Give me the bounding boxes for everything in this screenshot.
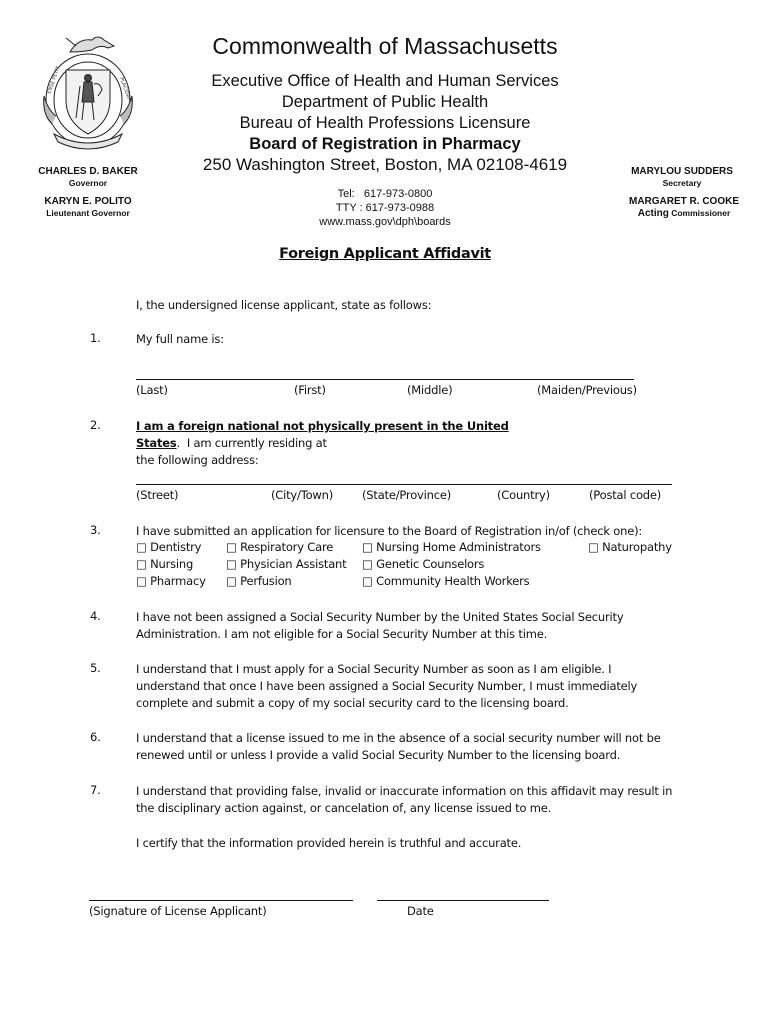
checkbox-perfusion[interactable]: □ Perfusion [226,574,292,588]
item2-text-line2: the following address: [136,453,259,467]
tty-label: TTY : 617-973-0988 [335,202,435,214]
date-label: Date [407,904,434,918]
item-number: 6. [90,730,101,744]
page-title: Commonwealth of Massachusetts [212,33,558,59]
document-title: Foreign Applicant Affidavit [279,246,491,262]
signature-label: (Signature of License Applicant) [89,904,267,918]
item6-line1: I understand that a license issued to me in the absence of a social security number will not be [136,731,661,745]
commissioner-name: MARGARET R. COOKE [629,196,739,207]
country-label: (Country) [497,488,550,502]
item4-line1: I have not been assigned a Social Security Number by the United States Social Security [136,610,624,624]
item6-line2: renewed until or unless I provide a valid Social Security Number to the licensing board. [136,748,621,762]
city-label: (City/Town) [271,488,333,502]
full-name-field[interactable] [136,378,634,380]
item2-text-line1: . I am currently residing at [176,436,327,450]
governor-title: Governor [68,178,108,188]
secretary-title: Secretary [662,178,702,188]
checkbox-pharmacy[interactable]: □ Pharmacy [136,574,206,588]
maiden-name-label: (Maiden/Previous) [537,383,637,397]
postal-code-label: (Postal code) [589,488,662,502]
item5-line2: understand that once I have been assigned a Social Security Number, I must immediately [136,679,638,693]
last-name-label: (Last) [136,383,168,397]
item7-line2: the disciplinary action against, or cancelation of, any license issued to me. [136,801,552,815]
board-label: Board of Registration in Pharmacy [249,135,521,153]
item5-line1: I understand that I must apply for a Social Security Number as soon as I am eligible. I [136,662,612,676]
street-label: (Street) [136,488,179,502]
item-number: 5. [90,661,101,675]
item2-text [136,418,696,469]
checkbox-dentistry[interactable]: □ Dentistry [136,540,202,554]
svg-text:PLACIDAM: PLACIDAM [118,76,133,103]
svg-text:ENSE PETIT: ENSE PETIT [46,65,62,95]
item4-line2: Administration. I am not eligible for a Social Security Number at this time. [136,627,548,641]
item6-text [136,730,696,764]
item-number: 7. [90,783,101,797]
website-link[interactable]: www.mass.gov\dph\boards [319,216,451,228]
checkbox-respiratory-care[interactable]: □ Respiratory Care [226,540,334,554]
intro-text: I, the undersigned license applicant, state as follows: [136,298,432,312]
signature-field[interactable] [89,899,353,901]
checkbox-naturopathy[interactable]: □ Naturopathy [588,540,672,554]
checkbox-nursing-home-administrators[interactable]: □ Nursing Home Administrators [362,540,541,554]
item-number: 3. [90,523,101,537]
item-number: 1. [90,331,101,345]
middle-name-label: (Middle) [407,383,453,397]
certify-text: I certify that the information provided herein is truthful and accurate. [136,836,522,850]
item7-text [136,783,696,817]
item3-text: I have submitted an application for licensure to the Board of Registration in/of (check one): [136,524,643,538]
massachusetts-seal-icon [36,34,140,152]
checkbox-genetic-counselors[interactable]: □ Genetic Counselors [362,557,485,571]
executive-office-label: Executive Office of Health and Human Services [211,72,559,90]
item5-line3: complete and submit a copy of my social security card to the licensing board. [136,696,569,710]
lt-governor-title: Lieutenant Governor [46,208,130,218]
telephone-label: Tel: 617-973-0800 [337,188,433,200]
item4-text [136,609,696,643]
governor-name: CHARLES D. BAKER [38,166,138,177]
checkbox-community-health-workers[interactable]: □ Community Health Workers [362,574,530,588]
commissioner-acting-label: Acting [637,208,669,219]
state-label: (State/Province) [362,488,452,502]
checkbox-nursing[interactable]: □ Nursing [136,557,194,571]
item5-text [136,661,696,712]
commissioner-title [614,208,754,219]
commissioner-title-label: Commissioner [671,208,731,218]
item1-text: My full name is: [136,332,224,346]
item2-bold-text: I am a foreign national not physically present in the United States [136,419,509,450]
item-number: 2. [90,418,101,432]
secretary-name: MARYLOU SUDDERS [631,166,733,177]
first-name-label: (First) [294,383,326,397]
address-label: 250 Washington Street, Boston, MA 02108-4619 [202,155,568,174]
department-label: Department of Public Health [281,93,489,111]
checkbox-physician-assistant[interactable]: □ Physician Assistant [226,557,347,571]
bureau-label: Bureau of Health Professions Licensure [239,114,531,132]
item7-line1: I understand that providing false, invalid or inaccurate information on this affidavit may result in [136,784,673,798]
lt-governor-name: KARYN E. POLITO [44,196,132,207]
date-field[interactable] [377,899,549,901]
address-field[interactable] [136,483,672,485]
item-number: 4. [90,609,101,623]
